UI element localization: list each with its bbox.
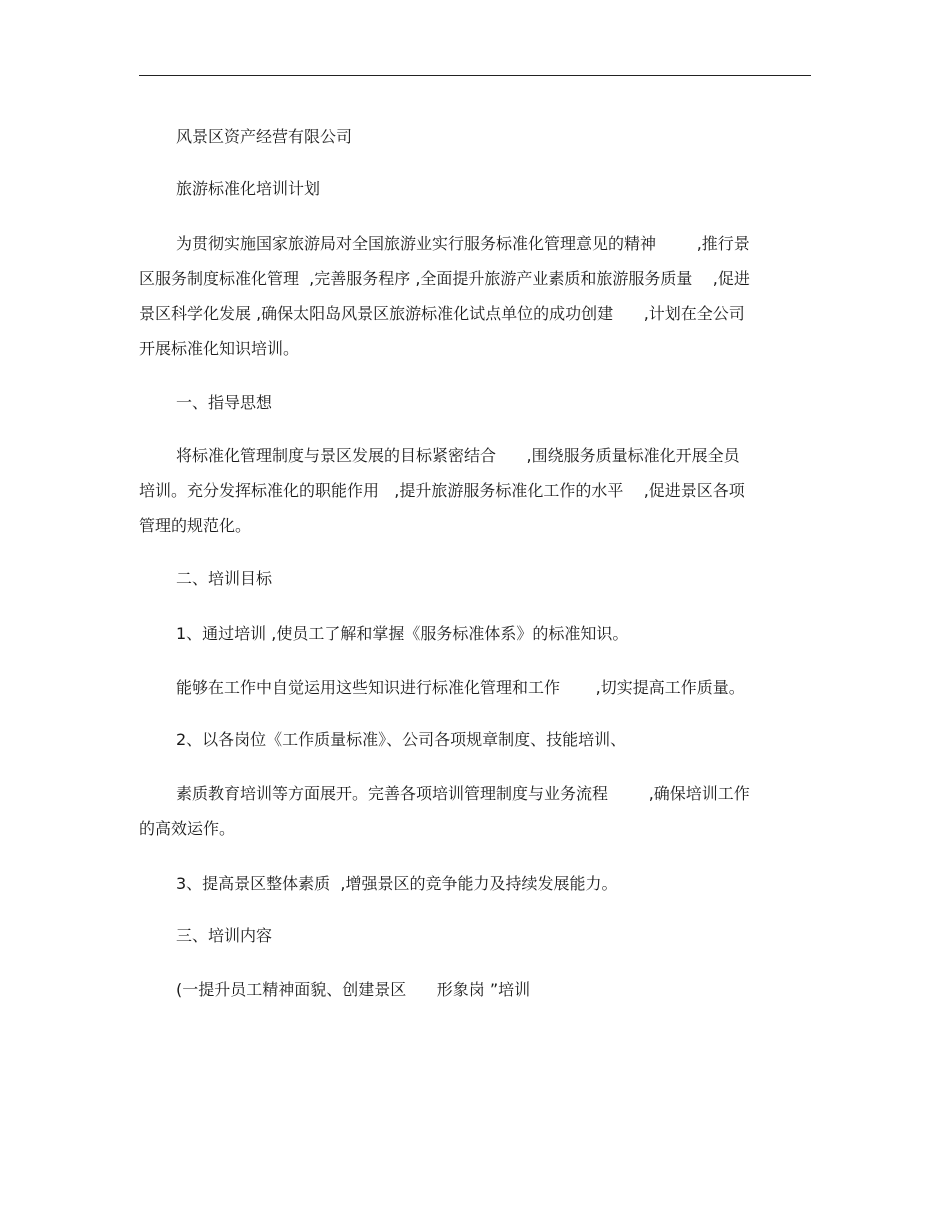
content-item-1-text: (一提升员工精神面貌、创建景区 形象岗 ”培训 [176,980,531,999]
document-title [139,171,811,206]
goal-1-continuation-text: 能够在工作中自觉运用这些知识进行标准化管理和工作 ,切实提高工作质量。 [176,678,745,697]
guiding-paragraph [139,438,811,543]
goal-2-text: 2、以各岗位《工作质量标准》、公司各项规章制度、技能培训、 [176,730,627,749]
goal-2-continuation [139,776,811,846]
goal-3 [139,866,811,901]
section-heading-1 [139,385,811,420]
header-rule [139,75,811,76]
document-title-text: 旅游标准化培训计划 [176,179,321,198]
goal-2-continuation-line: 的高效运作。 [139,819,236,838]
intro-line: 开展标准化知识培训。 [139,339,300,358]
company-name-text: 风景区资产经营有限公司 [176,127,353,146]
goal-1 [139,616,811,651]
section-heading-2 [139,561,811,596]
goal-3-text: 3、提高景区整体素质 ,增强景区的竞争能力及持续发展能力。 [176,874,618,893]
intro-line: 景区科学化发展 ,确保太阳岛风景区旅游标准化试点单位的成功创建 ,计划在全公司 [139,304,745,323]
guiding-line: 将标准化管理制度与景区发展的目标紧密结合 ,围绕服务质量标准化开展全员 [176,446,740,465]
section-heading-3 [139,918,811,953]
intro-paragraph [139,226,811,366]
goal-2-continuation-line: 素质教育培训等方面展开。完善各项培训管理制度与业务流程 ,确保培训工作 [176,784,750,803]
goal-1-text: 1、通过培训 ,使员工了解和掌握《服务标准体系》的标准知识。 [176,624,629,643]
section-heading-1-text: 一、指导思想 [176,393,273,412]
goal-1-continuation [139,670,811,705]
guiding-line: 培训。充分发挥标准化的职能作用 ,提升旅游服务标准化工作的水平 ,促进景区各项 [139,481,745,500]
goal-2 [139,722,811,757]
section-heading-2-text: 二、培训目标 [176,569,273,588]
guiding-line: 管理的规范化。 [139,516,252,535]
company-name [139,119,811,154]
intro-line: 区服务制度标准化管理 ,完善服务程序 ,全面提升旅游产业素质和旅游服务质量 ,促进 [139,269,750,288]
intro-line: 为贯彻实施国家旅游局对全国旅游业实行服务标准化管理意见的精神 ,推行景 [176,234,750,253]
section-heading-3-text: 三、培训内容 [176,926,273,945]
content-item-1 [139,972,811,1007]
